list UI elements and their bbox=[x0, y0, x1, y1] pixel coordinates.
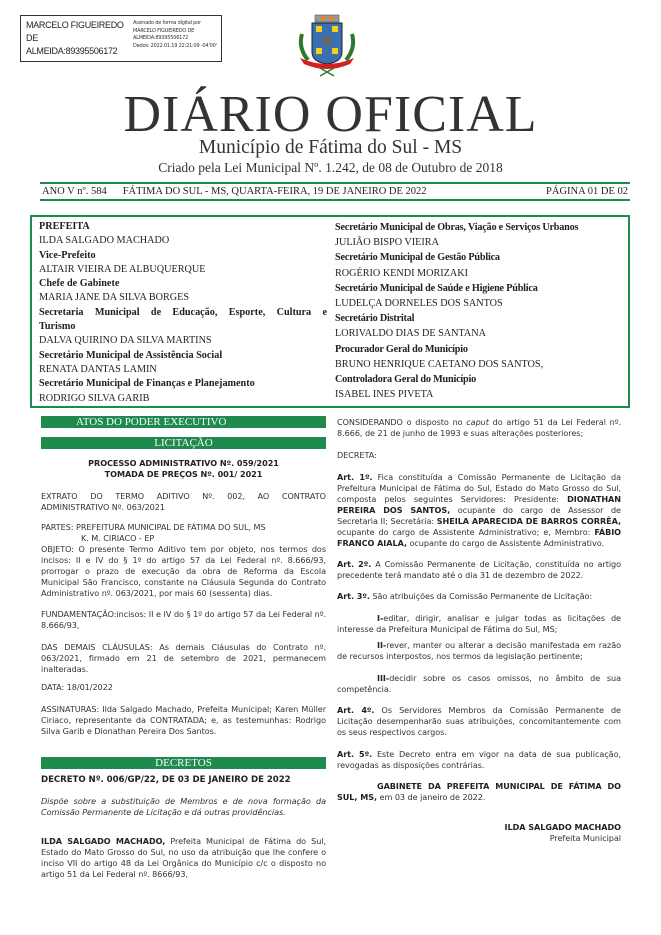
staff-name: ROGÉRIO KENDI MORIZAKI bbox=[335, 267, 468, 279]
signer-line: MARCELO FIGUEIREDO bbox=[26, 20, 124, 30]
staff-role: Turismo bbox=[39, 321, 76, 333]
item-ii bbox=[337, 640, 621, 662]
text: em 03 de janeiro de 2022. bbox=[377, 792, 486, 802]
signature-info-line: ALMEIDA:89395506172 bbox=[133, 35, 189, 42]
signer-name bbox=[26, 19, 130, 58]
divider bbox=[40, 182, 630, 184]
section-header-atos: ATOS DO PODER EXECUTIVO bbox=[41, 416, 326, 428]
decree-preamble bbox=[41, 836, 326, 880]
text-italic: caput bbox=[466, 417, 489, 427]
staff-role: Secretaria Municipal de Educação, Esporte, Cultura e bbox=[39, 306, 327, 318]
staff-role: Chefe de Gabinete bbox=[39, 278, 120, 290]
mayor-name: ILDA SALGADO MACHADO, bbox=[41, 836, 166, 846]
parties-paragraph bbox=[41, 522, 326, 544]
signer-role: Prefeita Municipal bbox=[549, 833, 621, 843]
object-paragraph: OBJETO: O presente Termo Aditivo tem por objeto, nos termos dos incisos: II e IV do § 1º do artigo 57 da Lei Federal nº. 8.666/93, prorrogar o prazo de execução da obra de Reforma da Escola Municipal São Francisco, constante na Cláusula Segunda do Contrato Administrativo nº. 063/2021, por mais 60 (sessenta) dias. bbox=[41, 544, 326, 598]
signature-info-line: MARCELO FIGUEIREDO DE bbox=[133, 27, 195, 34]
staff-name: MARIA JANE DA SILVA BORGES bbox=[39, 292, 190, 304]
text: ocupante do cargo de Assessor de Secretaria II; Secretária: bbox=[337, 505, 621, 526]
cabinet-paragraph bbox=[337, 781, 621, 803]
page-title: DIÁRIO OFICIAL bbox=[123, 86, 538, 143]
item-label: II- bbox=[377, 640, 387, 650]
staff-name: BRUNO HENRIQUE CAETANO DOS SANTOS, bbox=[335, 358, 544, 370]
creation-law: Criado pela Lei Municipal Nº. 1.242, de 08 de Outubro de 2018 bbox=[158, 160, 503, 175]
staff-column-left bbox=[39, 220, 327, 406]
signer-line: DE bbox=[26, 33, 38, 43]
staff-role: Secretário Municipal de Assistência Social bbox=[39, 349, 223, 361]
extract-paragraph: EXTRATO DO TERMO ADITIVO Nº. 002, AO CONTRATO ADMINISTRATIVO Nº. 063/2021 bbox=[41, 491, 326, 512]
party-1: PARTES: PREFEITURA MUNICIPAL DE FÁTIMA DO SUL, MS bbox=[41, 522, 266, 532]
article-label: Art. 3º. bbox=[337, 591, 370, 601]
staff-column-right bbox=[335, 220, 627, 402]
decree-title: DECRETO Nº. 006/GP/22, DE 03 DE JANEIRO DE 2022 bbox=[41, 775, 291, 785]
cabinet-label: GABINETE DA PREFEITA MUNICIPAL DE FÁTIMA DO SUL, MS, bbox=[337, 781, 621, 802]
staff-role: Controladora Geral do Município bbox=[335, 374, 477, 386]
text: Este Decreto entra em vigor na data de sua publicação, revogadas as disposições contrárias. bbox=[337, 749, 622, 770]
article-3 bbox=[337, 591, 621, 602]
text: Fica constituída a Comissão Permanente de Licitação da Prefeitura Municipal de Fátima do Sul, Estado do Mato Grosso do Sul, composta pelos seguintes Servidores: Presidente: bbox=[337, 472, 622, 504]
text: ocupante do cargo de Assistente Administrativo. bbox=[406, 538, 605, 548]
decrees-label: DECRETA: bbox=[337, 450, 377, 460]
article-label: Art. 5º. bbox=[337, 749, 373, 759]
edition-number: ANO V nº. 584 bbox=[42, 186, 107, 197]
left-column bbox=[41, 416, 326, 880]
considering-paragraph bbox=[337, 417, 621, 439]
item-label: I- bbox=[377, 613, 384, 623]
text: ocupante do cargo de Assistente Administrativo; e, Membro: bbox=[337, 527, 595, 537]
member-name: DIONATHAN PEREIRA DOS SANTOS, bbox=[337, 494, 621, 515]
member-name: FÁBIO FRANCO AIALA, bbox=[337, 527, 621, 548]
staff-role: Secretário Municipal de Finanças e Planejamento bbox=[39, 378, 255, 390]
article-label: Art. 1º. bbox=[337, 472, 373, 482]
signatures-paragraph: ASSINATURAS: Ilda Salgado Machado, Prefeita Municipal; Karen Müller Ciriaco, representante da CONTRATADA; e, as testemunhas: Rodrigo Silva Garib e Dionathan Pereira Dos Santos. bbox=[41, 704, 326, 736]
article-4 bbox=[337, 705, 621, 738]
signature-block bbox=[337, 822, 621, 844]
staff-role: Vice-Prefeito bbox=[39, 249, 96, 261]
digital-signature-box bbox=[20, 15, 222, 62]
edition-info-row bbox=[42, 186, 628, 198]
text: decidir sobre os casos omissos, no âmbito de sua competência. bbox=[337, 673, 621, 694]
signer-line: ALMEIDA:89395506172 bbox=[26, 46, 118, 56]
text: Os Servidores Membros da Comissão Permanente de Licitação desempenharão suas atribuições, concomitantemente com os seus respectivos cargos. bbox=[337, 705, 621, 737]
staff-role: Procurador Geral do Município bbox=[335, 343, 468, 355]
text: A Comissão Permanente de Licitação, constituída no artigo precedente terá mandato até o dia 31 de dezembro de 2022. bbox=[337, 559, 622, 580]
text: editar, dirigir, analisar e julgar todas as licitações de interesse da Prefeitura Municipal de Fátima do Sul, MS; bbox=[337, 613, 621, 634]
article-label: Art. 4º. bbox=[337, 705, 375, 715]
edition-date: FÁTIMA DO SUL - MS, QUARTA-FEIRA, 19 DE JANEIRO DE 2022 bbox=[122, 186, 427, 197]
staff-name: JULIÃO BISPO VIEIRA bbox=[335, 237, 439, 249]
staff-name: LORIVALDO DIAS DE SANTANA bbox=[335, 328, 486, 340]
page-number: PÁGINA 01 DE 02 bbox=[546, 186, 628, 197]
page-subtitle: Município de Fátima do Sul - MS bbox=[198, 137, 463, 158]
process-number: PROCESSO ADMINISTRATIVO Nº. 059/2021 bbox=[88, 458, 279, 468]
municipal-coat-of-arms-icon bbox=[294, 12, 360, 78]
staff-name: ISABEL INES PIVETA bbox=[335, 389, 434, 401]
staff-name: RENATA DANTAS LAMIN bbox=[39, 363, 157, 375]
staff-name: DALVA QUIRINO DA SILVA MARTINS bbox=[39, 335, 212, 347]
article-5 bbox=[337, 749, 621, 771]
staff-role: Secretário Municipal de Saúde e Higiene Pública bbox=[335, 282, 538, 294]
section-header-decretos: DECRETOS bbox=[41, 757, 326, 769]
member-name: SHEILA APARECIDA DE BARROS CORRÊA, bbox=[436, 516, 621, 526]
divider bbox=[40, 199, 630, 201]
signer-name: ILDA SALGADO MACHADO bbox=[504, 822, 621, 832]
staff-role: Secretário Municipal de Obras, Viação e Serviços Urbanos bbox=[335, 222, 579, 233]
process-title bbox=[41, 458, 326, 480]
item-iii bbox=[337, 673, 621, 695]
staff-name: ALTAIR VIEIRA DE ALBUQUERQUE bbox=[39, 263, 206, 275]
tender-number: TOMADA DE PREÇOS Nº. 001/ 2021 bbox=[104, 469, 263, 479]
section-header-licitacao: LICITAÇÃO bbox=[41, 437, 326, 449]
staff-role: Secretário Distrital bbox=[335, 313, 415, 325]
staff-box bbox=[30, 215, 630, 408]
text: São atribuições da Comissão Permanente de Licitação: bbox=[369, 591, 593, 601]
item-i bbox=[337, 613, 621, 635]
staff-name: RODRIGO SILVA GARIB bbox=[39, 392, 150, 404]
party-2: K. M. CIRIACO - EP bbox=[81, 533, 155, 543]
text: CONSIDERANDO o disposto no bbox=[337, 417, 467, 427]
staff-name: ILDA SALGADO MACHADO bbox=[39, 235, 170, 247]
text: do artigo 51 da Lei Federal nº. 8.666, de 21 de junho de 1993 e suas alterações posteriores; bbox=[337, 417, 621, 438]
article-label: Art. 2º. bbox=[337, 559, 372, 569]
right-column bbox=[337, 417, 621, 844]
clauses-paragraph: DAS DEMAIS CLÁUSULAS: As demais Cláusulas do Contrato nº. 063/2021, firmado em 21 de setembro de 2021, permanecem inalteradas. bbox=[41, 642, 326, 674]
preamble-text: Prefeita Municipal de Fátima do Sul, Estado do Mato Grosso do Sul, no uso da atribuição que lhe confere o inciso VII do artigo 48 da Lei Orgânica do Município c/c o disposto no artigo 51 da Lei Federal nº. 8666/93, bbox=[41, 836, 326, 879]
item-label: III- bbox=[377, 673, 390, 683]
legal-basis-paragraph: FUNDAMENTAÇÃO:incisos: II e IV do § 1º do artigo 57 da Lei Federal nº. 8.666/93, bbox=[41, 609, 326, 630]
text: rever, manter ou alterar a decisão manifestada em razão de recursos interpostos, nos termos da legislação pertinente; bbox=[337, 640, 621, 661]
signature-info-line: Assinado de forma digital por bbox=[133, 20, 201, 26]
article-2 bbox=[337, 559, 621, 581]
signature-info-line: Dados: 2022.01.19 22:21:09 -04'00' bbox=[133, 42, 217, 49]
staff-role: PREFEITA bbox=[39, 221, 90, 232]
staff-role: Secretário Municipal de Gestão Pública bbox=[335, 252, 500, 264]
staff-name: LUDELÇA DORNELES DOS SANTOS bbox=[335, 298, 503, 310]
date-paragraph: DATA: 18/01/2022 bbox=[41, 682, 113, 692]
signature-info bbox=[133, 20, 221, 50]
article-1 bbox=[337, 472, 621, 549]
decree-summary: Dispõe sobre a substituição de Membros e de nova formação da Comissão Permanente de Licitação e dá outras providências. bbox=[41, 796, 326, 817]
